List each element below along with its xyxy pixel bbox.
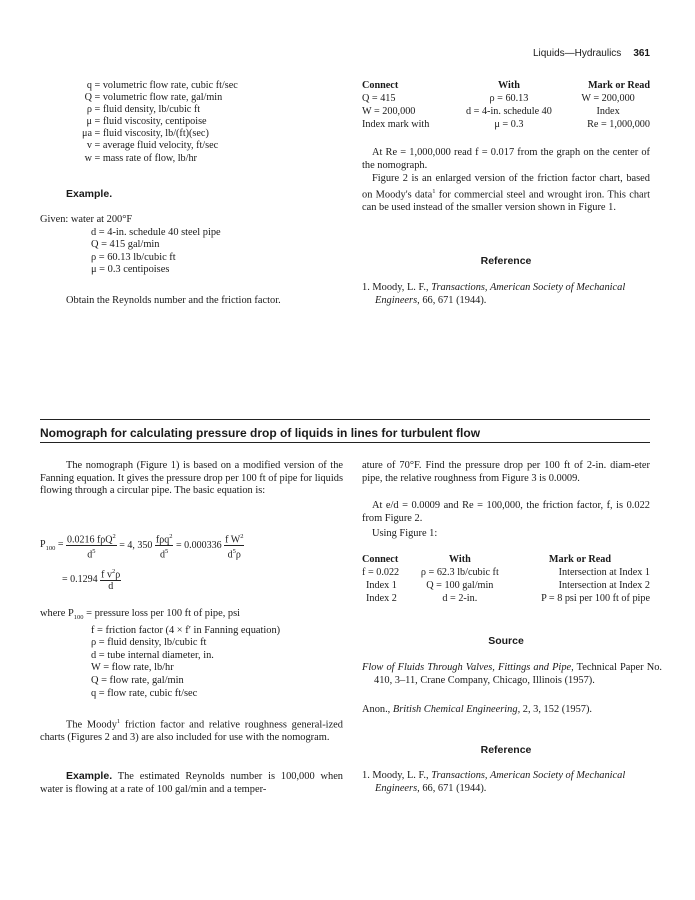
- table-row: Index mark with μ = 0.3 Re = 1,000,000: [362, 119, 650, 130]
- reference-heading-bottom: Reference: [480, 744, 532, 756]
- friction-paragraph: At e/d = 0.0009 and Re = 100,000, the friction factor, f, is 0.022 from Figure 2.: [362, 500, 650, 524]
- source-heading: Source: [488, 635, 524, 647]
- table-row: f = 0.022 ρ = 62.3 lb/cubic ft Intersection at Index 1: [362, 567, 650, 578]
- table-row: Q = 415 ρ = 60.13 W = 200,000: [362, 93, 635, 104]
- fanning-equation-line2: = 0.1294 $\frac{f v^2\rho}{d}$: [62, 568, 121, 593]
- section-bottom-rule: [40, 442, 650, 443]
- reference-heading-top: Reference: [480, 255, 532, 267]
- page-number: 361: [633, 48, 650, 59]
- moody-paragraph: The Moody$^1$ friction factor and relative roughness general-ized charts (Figures 2 and 3) are also included for use with the nomogram.: [40, 718, 343, 744]
- equation-fraction: $\frac{0.0216 f\rho Q^2}{d^5}$: [66, 533, 116, 561]
- source-item-2: Anon., British Chemical Engineering, 2, 3, 152 (1957).: [362, 704, 593, 715]
- equation-fraction: $\frac{f\rho q^2}{d^5}$: [155, 533, 173, 561]
- using-figure-label: Using Figure 1:: [372, 528, 438, 539]
- fanning-equation-line1: $P_{100}$ = $\frac{0.0216 f\rho Q^2}{d^5}$ = 4, 350 $\frac{f\rho q^2}{d^5}$ = 0.000336 $\frac{f W^2}{d^5\rho}$: [40, 533, 244, 561]
- given-label: Given:: [40, 214, 69, 225]
- table-row: Index 2 d = 2-in. P = 8 psi per 100 ft of pipe: [366, 593, 650, 604]
- connect-table-bottom: Connect With Mark or Read f = 0.022 ρ = 62.3 lb/cubic ft Intersection at Index 1 Index 1 Q = 100 gal/min Intersection at Index 2 Index 2 d = 2-in. P = 8 psi per 100 ft of pipe: [362, 554, 650, 604]
- obtain-text: Obtain the Reynolds number and the friction factor.: [66, 295, 281, 306]
- example-heading-top: Example.: [66, 188, 113, 200]
- definition-row: Q = volumetric flow rate, gal/min: [84, 92, 223, 104]
- given-block: Given: water at 200°F d = 4-in. schedule 40 steel pipe Q = 415 gal/min ρ = 60.13 lb/cubic ft μ = 0.3 centipoises: [40, 214, 221, 276]
- definition-row: μa = fluid viscosity, lb/(ft)(sec): [82, 128, 209, 140]
- where-list: where $P_{100}$ = pressure loss per 100 ft of pipe, psi f = friction factor (4 × f′ in Fanning equation) ρ = fluid density, lb/cubic ft d = tube internal diameter, in. W = flow rate, lb/hr Q = flow rate, gal/min q = flow rate, cubic ft/sec: [40, 608, 281, 699]
- paragraph-figure2: Figure 2 is an enlarged version of the friction factor chart, based on Moody's data$^1$ for commercial steel and wrought iron. This chart can be used instead of the smaller version shown in Figure 1.: [362, 173, 651, 213]
- equation-fraction: $\frac{f W^2}{d^5\rho}$: [225, 533, 244, 561]
- continued-paragraph: ature of 70°F. Find the pressure drop per 100 ft of 2-in. diam-eter pipe, the relative roughness from Figure 3 is 0.0009.: [362, 460, 650, 484]
- definitions-list: [66, 80, 326, 165]
- equation-fraction: $\frac{f v^2\rho}{d}$: [101, 568, 121, 593]
- definition-row: q = volumetric flow rate, cubic ft/sec: [86, 80, 238, 91]
- table-row: Index 1 Q = 100 gal/min Intersection at Index 2: [366, 580, 650, 591]
- definition-row: μ = fluid viscosity, centipoise: [86, 116, 207, 128]
- reference-item-bottom: 1. Moody, L. F., Transactions, American Society of Mechanical Engineers, 66, 671 (1944).: [362, 770, 626, 794]
- running-header: [533, 48, 650, 59]
- source-item-1: Flow of Fluids Through Valves, Fittings and Pipe, Technical Paper No. 410, 3–11, Crane Company, Chicago, Illinois (1957).: [362, 662, 662, 686]
- section-title: Nomograph for calculating pressure drop of liquids in lines for turbulent flow: [40, 426, 481, 440]
- section-top-rule: [40, 419, 650, 420]
- table-row: W = 200,000 d = 4-in. schedule 40 Index: [362, 106, 620, 117]
- example-paragraph: Example. The estimated Reynolds number is 100,000 when water is flowing at a rate of 100 gal/min and a temper-: [40, 770, 343, 795]
- reference-item-top: 1. Moody, L. F., Transactions, American Society of Mechanical Engineers, 66, 671 (1944).: [362, 282, 626, 306]
- connect-table-top: Connect With Mark or Read Q = 415 ρ = 60.13 W = 200,000 W = 200,000 d = 4-in. schedule 40 Index Index mark with μ = 0.3 Re = 1,000,000: [362, 80, 650, 130]
- intro-paragraph: The nomograph (Figure 1) is based on a modified version of the Fanning equation. It gives the pressure drop per 100 ft of pipe for liquids flowing through a circular pipe. The basic equation is:: [40, 460, 343, 497]
- definition-row: ρ = fluid density, lb/cubic ft: [86, 104, 201, 116]
- definition-row: v = average fluid velocity, ft/sec: [86, 140, 219, 152]
- running-title: Liquids—Hydraulics: [532, 48, 622, 59]
- paragraph-read-f: At Re = 1,000,000 read f = 0.017 from the graph on the center of the nomograph.: [362, 147, 650, 171]
- definition-row: w = mass rate of flow, lb/hr: [84, 152, 197, 164]
